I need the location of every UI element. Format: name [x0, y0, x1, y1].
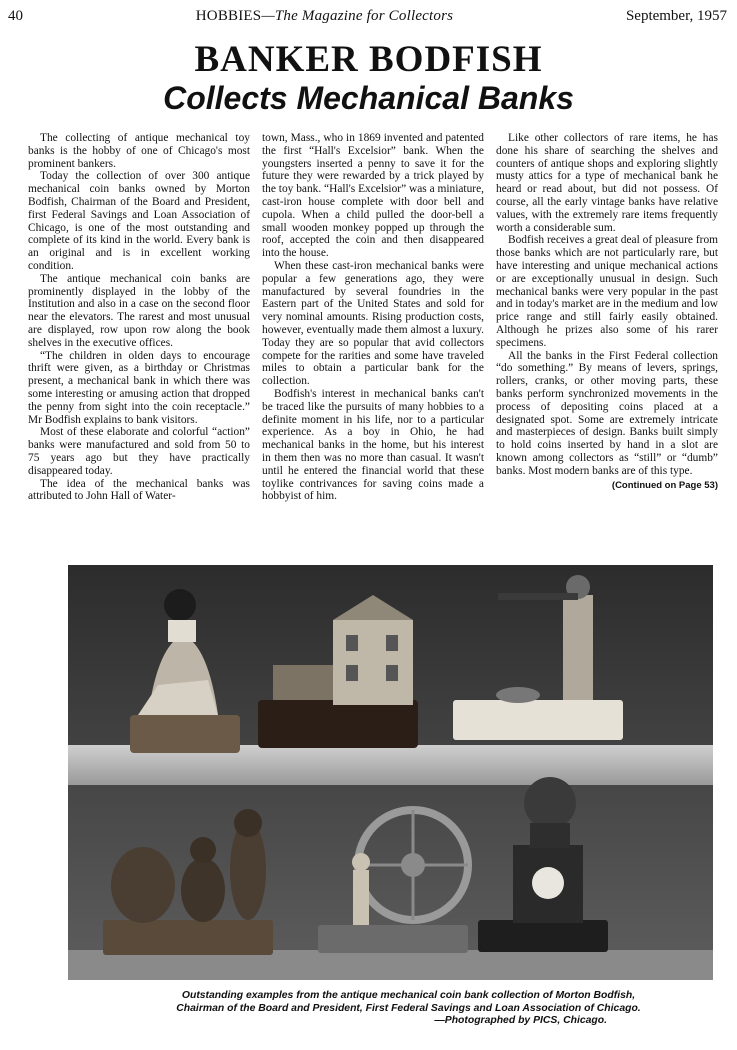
photo-caption [100, 990, 717, 1028]
text-column-2 [262, 132, 484, 552]
continued-note: (Continued on Page 53) [611, 479, 718, 491]
page-number: 40 [8, 8, 23, 24]
text-column-3 [496, 132, 718, 552]
magazine-tagline: —The Magazine for Collectors [261, 8, 454, 24]
caption-line-1: Outstanding examples from the antique mechanical coin bank collection of Morton Bodfish, [181, 990, 636, 1001]
running-header [8, 8, 727, 28]
paragraph: The antique mechanical coin banks are prominently displayed in the lobby of the Institution and also in a case on the second floor near the elevators. The rarest and most unusual are displayed, row upon row along the book shelves in the executive offices. [28, 272, 250, 349]
paragraph: When these cast-iron mechanical banks were popular a few generations ago, they were manufactured by several foundries in the Eastern part of the United States and sold for very nominal amounts. Rising production costs, however, eventually made them almost a luxury. Today they are so popular that avid collectors compete for the rarities and some have traveled miles to obtain a particular bank for the collection. [262, 259, 484, 388]
paragraph: The idea of the mechanical banks was attributed to John Hall of Water- [28, 477, 250, 503]
magazine-name [196, 8, 453, 25]
paragraph: All the banks in the First Federal collection “do something.” By means of levers, springs, rollers, cranks, or other moving parts, these banks perform synchronized movements in the process of depositing coins placed at a designated spot. Some are extremely intricate and masterpieces of design. Banks built simply to hold coins inserted by hand in a slot are known among collectors as “still” or “dumb” banks. Most modern banks are of this type. [496, 349, 718, 477]
text-column-1 [28, 132, 250, 552]
paragraph: town, Mass., who in 1869 invented and patented the first “Hall's Excelsior” bank. When the youngsters inserted a penny to save it for the future they were rewarded by a trick played by the toy bank. “Hall's Excelsior” was a miniature, cast-iron house complete with door bell and cupola. When a child pulled the door-bell a small wooden monkey popped up through the roof, accepted the coin and then disappeared into the house. [262, 132, 484, 260]
paragraph: “The children in olden days to encourage thrift were given, as a birthday or Christmas present, a mechanical bank in which there was some interesting or amusing action that dropped the penny from sight into the coin receptacle.” Mr Bodfish explains to bank visitors. [28, 349, 250, 426]
article-subtitle: Collects Mechanical Banks [163, 80, 574, 116]
paragraph: Most of these elaborate and colorful “action” banks were manufactured and sold from 50 to 75 years ago but they have practically disappeared today. [28, 426, 250, 477]
issue-date: September, 1957 [625, 8, 727, 24]
caption-line-2: Chairman of the Board and President, First Federal Savings and Loan Association of Chicago. [176, 1002, 641, 1014]
collection-photo [68, 565, 713, 980]
article-title: BANKER BODFISH [194, 39, 543, 80]
photo-credit: —Photographed by PICS, Chicago. [434, 1015, 607, 1026]
article-body [28, 132, 718, 552]
paragraph: Today the collection of over 300 antique mechanical coin banks owned by Morton Bodfish, Chairman of the Board and President, first Federal Savings and Loan Association of Chicago, is one of the most outstanding and complete of its kind in the world. Every bank is an original and is in excellent working condition. [28, 170, 250, 272]
paragraph: Bodfish's interest in mechanical banks can't be traced like the pursuits of many hobbies to a definite moment in his life, nor to a particular experience. As a boy in Ohio, he had mechanical banks in the home, but his interest in them then was no more than casual. It wasn't until he entered the financial world that these toylike contrivances for saving coins made a hobbyist of him. [262, 387, 484, 503]
magazine-title: HOBBIES [195, 8, 262, 24]
photo-illustration [68, 565, 713, 980]
paragraph: The collecting of antique mechanical toy banks is the hobby of one of Chicago's most prominent bankers. [28, 132, 250, 170]
paragraph: Bodfish receives a great deal of pleasure from those banks which are not particularly rare, but have interesting and unique mechanical actions or are exceptionally unusual in design. Such mechanical banks were very popular in the past and in today's market are in the medium and low price range and still fairly easily obtained. Although he prizes also some of his rarer specimens. [496, 234, 718, 349]
paragraph: Like other collectors of rare items, he has done his share of searching the shelves and counters of antique shops and exploring slightly musty attics for a type of mechanical bank he heard or read about, but did not possess. Of course, all the early vintage banks have relative values, with the extremely rare items frequently worth a considerable sum. [496, 132, 718, 234]
